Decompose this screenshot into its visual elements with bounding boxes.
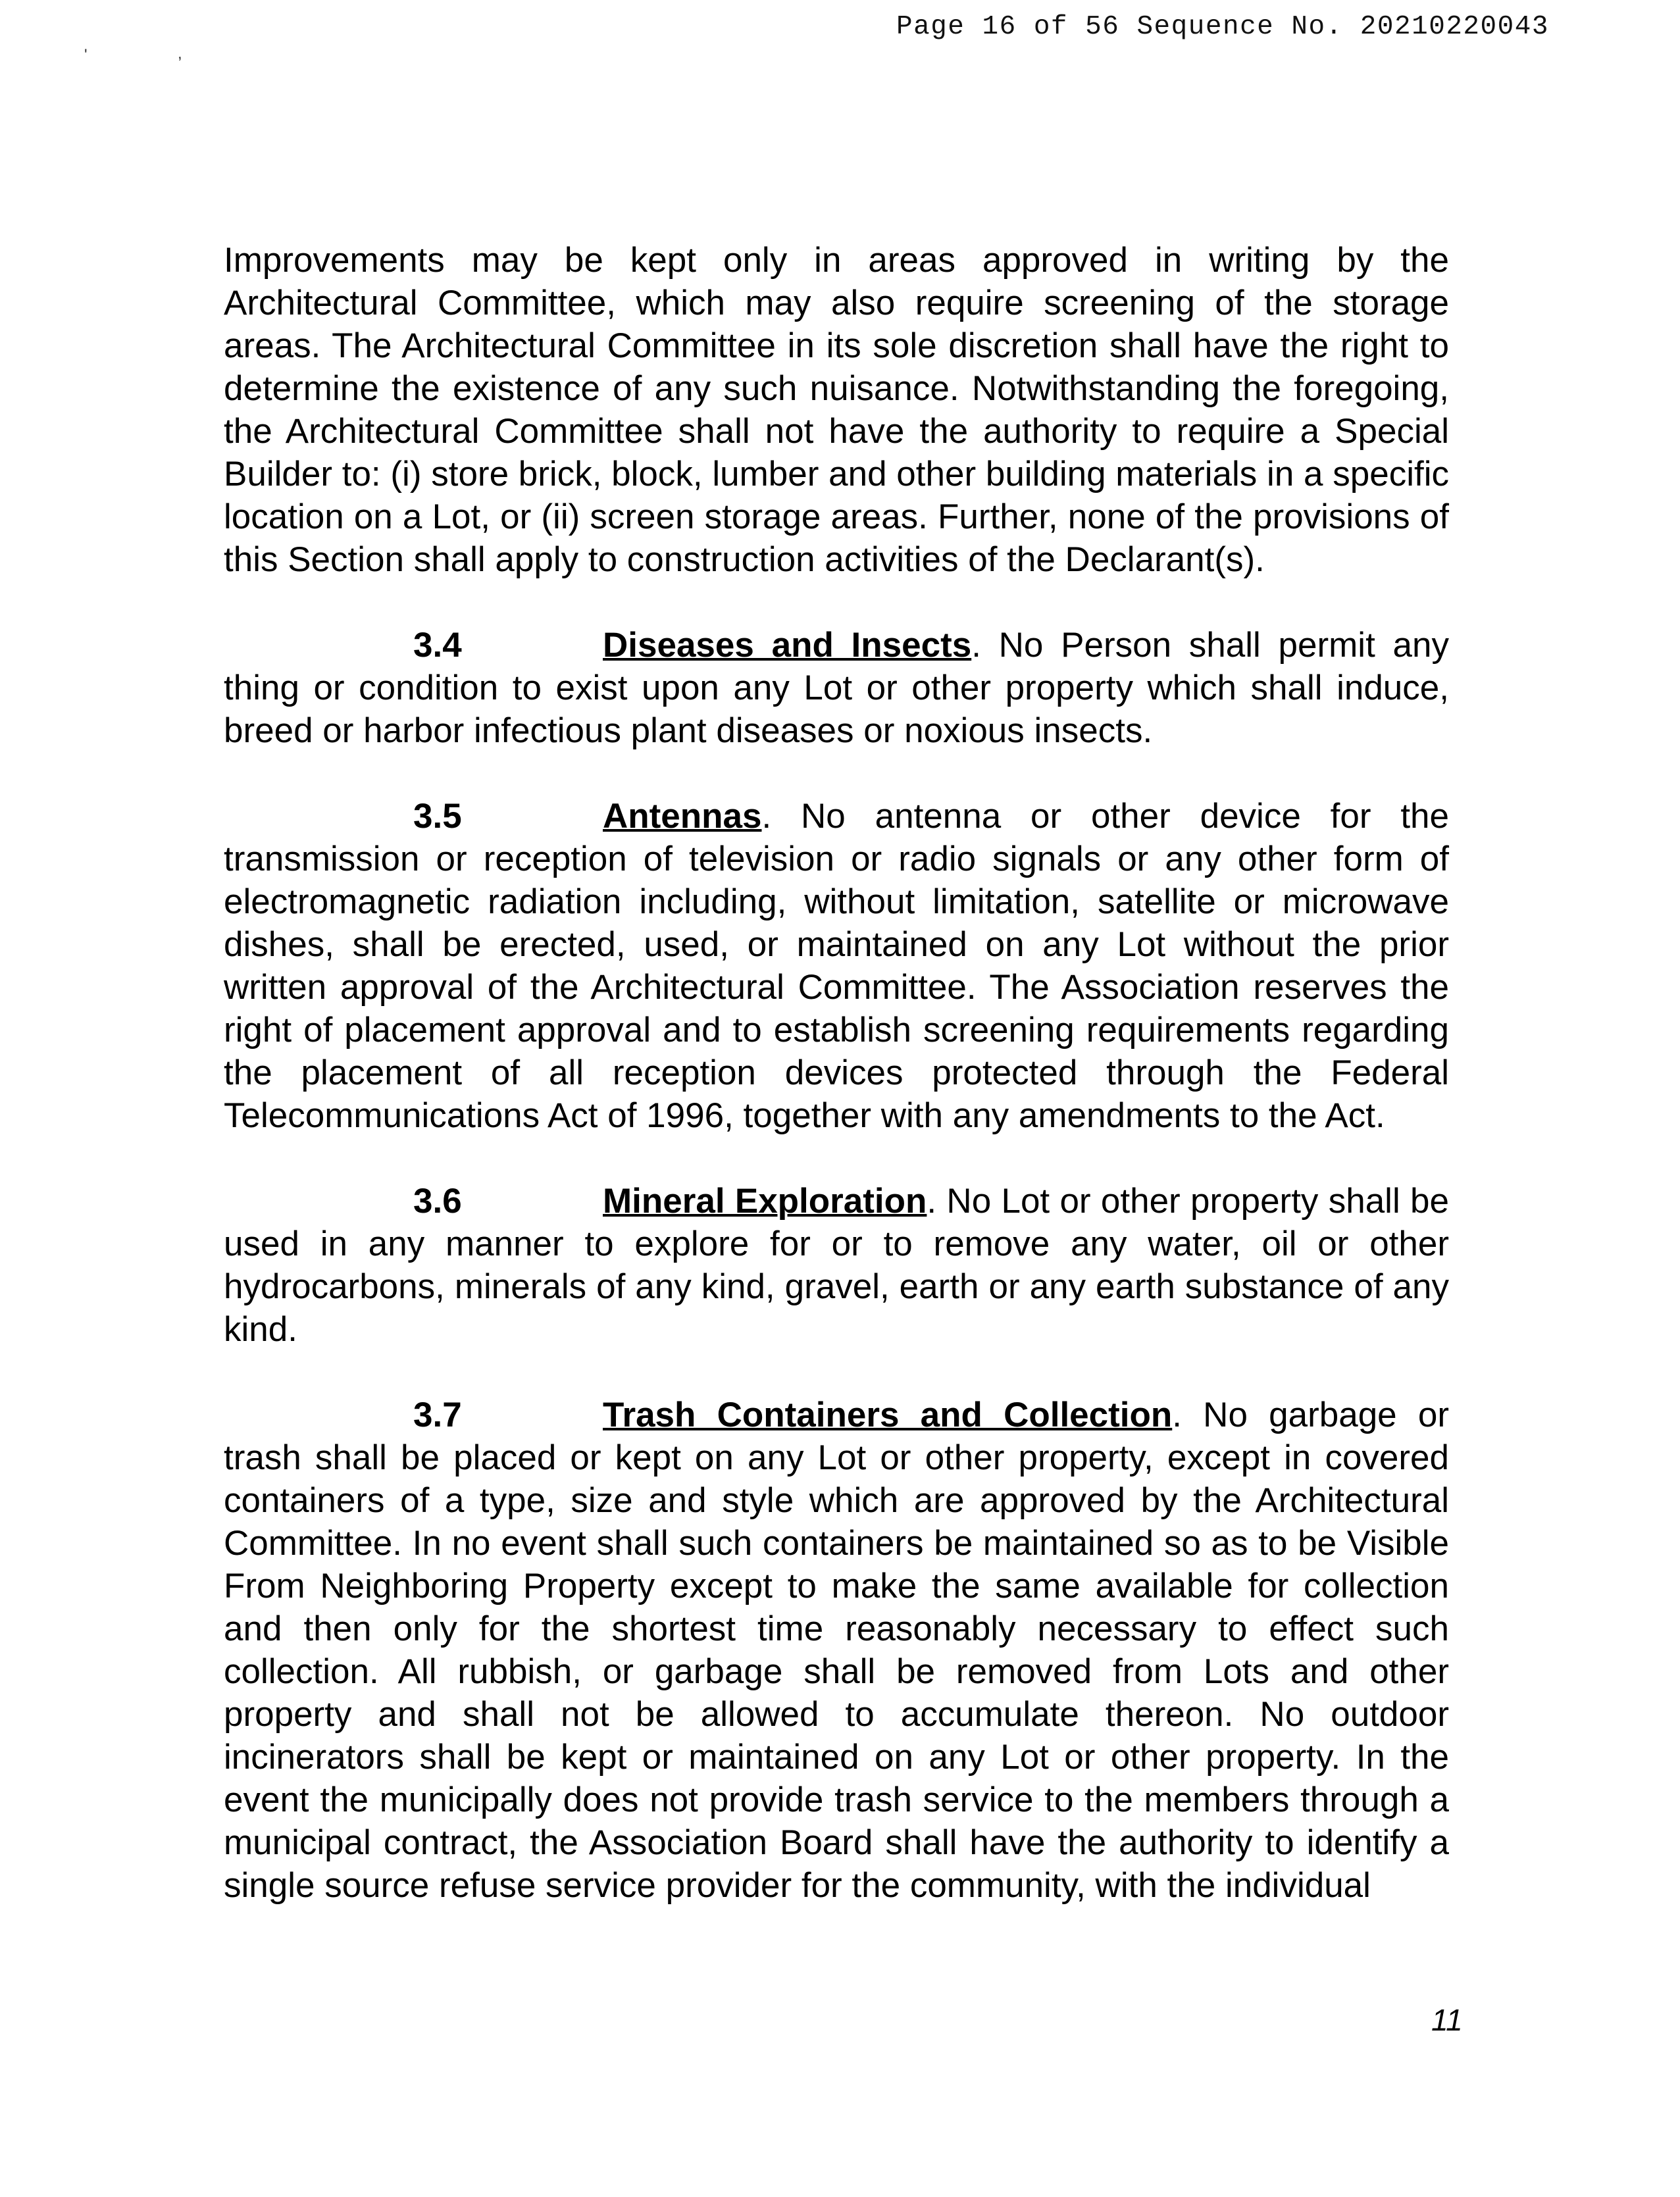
section-3-6	[224, 1180, 1449, 1351]
section-number: 3.7	[413, 1396, 462, 1434]
section-text: . No Person shall permit any thing or condition to exist upon any Lot or other property which shall induce, breed or harbor infectious plant diseases or noxious insects.	[224, 626, 1449, 750]
section-title: Mineral Exploration	[603, 1182, 927, 1221]
section-3-7	[224, 1394, 1449, 1907]
intro-paragraph: Improvements may be kept only in areas approved in writing by the Architectural Committee, which may also require screening of the storage areas. The Architectural Committee in its sole discretion shall have the right to determine the existence of any such nuisance. Notwithstanding the foregoing, the Architectural Committee shall not have the authority to require a Special Builder to: (i) store brick, block, lumber and other building materials in a specific location on a Lot, or (ii) screen storage areas. Further, none of the provisions of this Section shall apply to construction activities of the Declarant(s).	[224, 241, 1449, 579]
section-text: . No Lot or other property shall be used in any manner to explore for or to remove any water, oil or other hydrocarbons, minerals of any kind, gravel, earth or any earth substance of any kind.	[224, 1182, 1449, 1349]
section-number: 3.5	[413, 797, 462, 836]
scan-mark: '	[84, 46, 88, 64]
section-3-4	[224, 624, 1449, 752]
section-title: Diseases and Insects	[603, 626, 972, 665]
section-3-5	[224, 795, 1449, 1137]
document-body	[224, 239, 1449, 1907]
section-number: 3.6	[413, 1182, 462, 1221]
recording-header: Page 16 of 56 Sequence No. 20210220043	[896, 12, 1549, 42]
section-number: 3.4	[413, 626, 462, 665]
section-text: . No garbage or trash shall be placed or kept on any Lot or other property, except in covered containers of a type, size and style which are approved by the Architectural Committee. In no event shall such containers be maintained so as to be Visible From Neighboring Property except to make the same available for collection and then only for the shortest time reasonably necessary to effect such collection. All rubbish, or garbage shall be removed from Lots and other property and shall not be allowed to accumulate thereon. No outdoor incinerators shall be kept or maintained on any Lot or other property. In the event the municipally does not provide trash service to the members through a municipal contract, the Association Board shall have the authority to identify a single source refuse service provider for the community, with the individual	[224, 1396, 1449, 1905]
section-title: Antennas	[603, 797, 762, 836]
section-text: . No antenna or other device for the transmission or reception of television or radio signals or any other form of electromagnetic radiation including, without limitation, satellite or microwave dishes, shall be erected, used, or maintained on any Lot without the prior written approval of the Architectural Committee. The Association reserves the right of placement approval and to establish screening requirements regarding the placement of all reception devices protected through the Federal Telecommunications Act of 1996, together with any amendments to the Act.	[224, 797, 1449, 1135]
scan-mark: ,	[178, 45, 182, 63]
page-number: 11	[1431, 2003, 1463, 2037]
section-title: Trash Containers and Collection	[603, 1396, 1173, 1434]
